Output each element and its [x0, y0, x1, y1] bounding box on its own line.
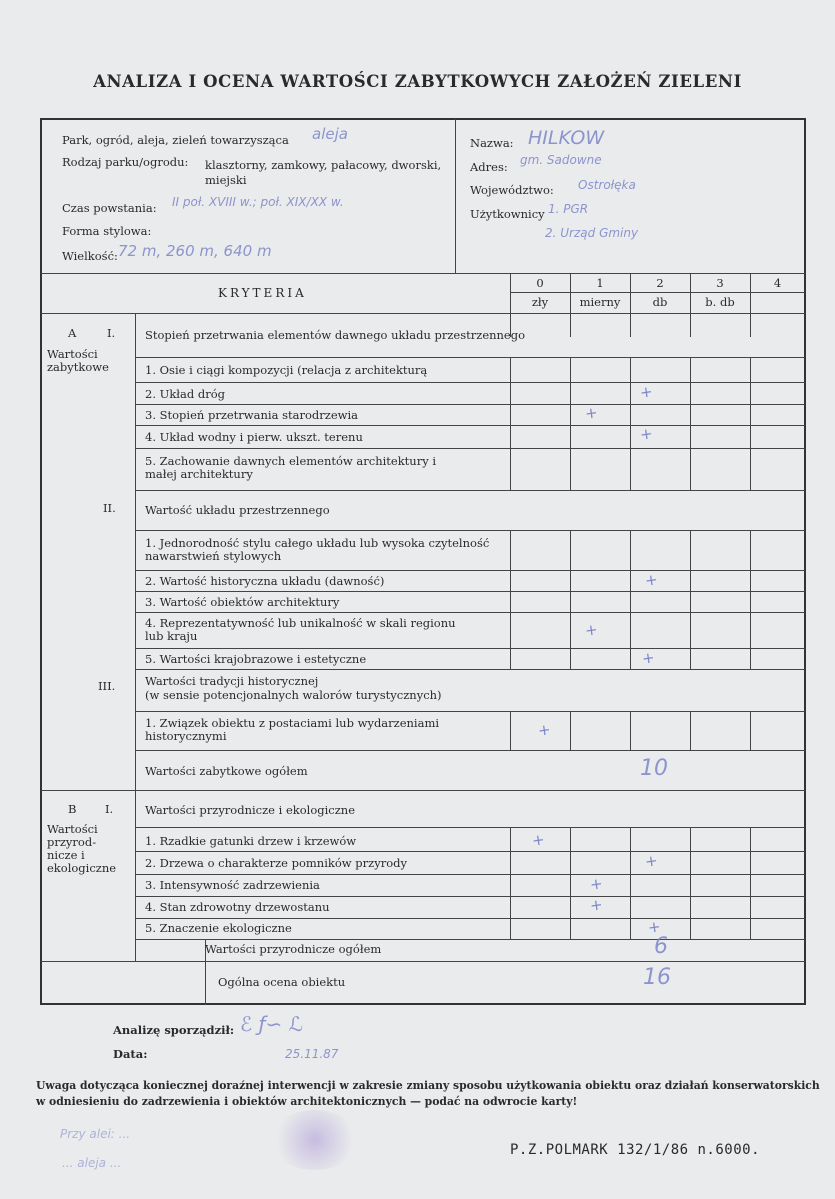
score-mark: +	[643, 570, 659, 590]
divider	[41, 961, 805, 962]
divider	[690, 827, 691, 939]
score-mark: +	[583, 403, 599, 423]
park-label: Park, ogród, aleja, zieleń towarzysząca	[62, 133, 289, 147]
divider	[750, 827, 751, 939]
divider	[135, 669, 805, 670]
total-value: 6	[654, 934, 668, 959]
score-mark: +	[583, 620, 599, 640]
score-mark: +	[643, 851, 659, 871]
uzytkownicy-label: Użytkownicy	[470, 207, 545, 221]
score-mark: +	[638, 424, 654, 444]
score-mark: +	[638, 382, 654, 402]
criterion-row: 5. Znaczenie ekologiczne	[145, 921, 292, 935]
page-title: ANALIZA I OCENA WARTOŚCI ZABYTKOWYCH ZAŁOŻEŃ ZIELENI	[93, 72, 742, 91]
divider	[690, 357, 691, 490]
handwritten-note: Przy alei: ...	[60, 1127, 131, 1141]
criteria-label: KRYTERIA	[218, 286, 307, 300]
section-b-letter: B	[68, 802, 77, 816]
divider	[630, 711, 631, 750]
score-header-num: 4	[773, 276, 782, 290]
forma-label: Forma stylowa:	[62, 224, 152, 238]
score-mark: +	[646, 917, 662, 937]
signature: ℰ ƒ∽ ℒ	[240, 1012, 304, 1036]
adres-value: gm. Sadowne	[520, 153, 602, 167]
wojewodztwo-label: Województwo:	[470, 183, 554, 197]
section-b-name: Wartości	[47, 822, 98, 836]
divider	[41, 790, 805, 791]
score-header-num: 3	[716, 276, 724, 290]
divider	[630, 357, 631, 490]
form-print-code: P.Z.POLMARK 132/1/86 n.6000.	[510, 1142, 761, 1158]
divider	[135, 591, 805, 592]
criterion-row: 3. Intensywność zadrzewienia	[145, 878, 320, 892]
score-mark: +	[536, 720, 552, 740]
uzytkownicy-value: 2. Urząd Gminy	[545, 226, 639, 240]
adres-label: Adres:	[470, 160, 508, 174]
divider	[570, 827, 571, 939]
czas-value: II poł. XVIII w.; poł. XIX/XX w.	[172, 195, 344, 209]
divider	[135, 425, 805, 426]
divider	[135, 570, 805, 571]
divider	[135, 382, 805, 383]
score-header-word: db	[652, 295, 668, 309]
date-value: 25.11.87	[285, 1047, 339, 1061]
divider	[690, 711, 691, 750]
score-header-num: 0	[536, 276, 544, 290]
overall-value: 16	[643, 965, 671, 990]
section-b-roman: I.	[105, 802, 114, 816]
divider	[510, 357, 511, 490]
stamp	[270, 1110, 360, 1170]
divider	[135, 530, 805, 531]
nazwa-value: HILKOW	[528, 127, 605, 149]
criterion-row: 5. Zachowanie dawnych elementów architektury i małej architektury	[145, 454, 437, 481]
divider	[750, 530, 751, 669]
divider	[135, 648, 805, 649]
overall-label: Ogólna ocena obiektu	[218, 975, 346, 989]
wielkosc-label: Wielkość:	[62, 249, 118, 263]
group-title: Wartość układu przestrzennego	[145, 503, 330, 517]
section-a-roman: III.	[98, 679, 116, 693]
section-b-name: nicze i	[47, 848, 85, 862]
criterion-row: 1. Osie i ciągi kompozycji (relacja z architekturą	[145, 363, 428, 377]
uzytkownicy-value: 1. PGR	[548, 202, 589, 216]
divider	[135, 711, 805, 712]
total-value: 10	[640, 756, 668, 781]
divider	[135, 448, 805, 449]
criterion-row: 3. Stopień przetrwania starodrzewia	[145, 408, 358, 422]
rodzaj-options: klasztorny, zamkowy, pałacowy, dworski,	[205, 158, 442, 172]
score-header-word: b. db	[705, 295, 735, 309]
rodzaj-options: miejski	[205, 173, 247, 187]
nazwa-label: Nazwa:	[470, 136, 514, 150]
park-value: aleja	[312, 125, 348, 143]
section-a-letter: A	[68, 326, 77, 340]
divider	[135, 612, 805, 613]
score-header-num: 1	[596, 276, 604, 290]
note: Uwaga dotycząca koniecznej doraźnej interwencji w zakresie zmiany sposobu użytkowania obiektu oraz działań konserwatorskich	[36, 1079, 820, 1092]
divider	[135, 827, 805, 828]
divider	[630, 827, 631, 939]
divider	[135, 404, 805, 405]
data-label: Data:	[113, 1047, 148, 1061]
criterion-row: 2. Drzewa o charakterze pomników przyrody	[145, 856, 407, 870]
criterion-row: 4. Stan zdrowotny drzewostanu	[145, 900, 330, 914]
divider	[750, 711, 751, 750]
divider	[135, 918, 805, 919]
score-mark: +	[588, 895, 604, 915]
wielkosc-value: 72 m, 260 m, 640 m	[118, 242, 272, 260]
section-b-name: ekologiczne	[47, 861, 117, 875]
criterion-row: 2. Układ dróg	[145, 387, 226, 401]
divider	[135, 313, 136, 961]
total-label: Wartości zabytkowe ogółem	[145, 764, 308, 778]
divider	[135, 490, 805, 491]
divider	[135, 357, 805, 358]
criterion-row: 1. Związek obiektu z postaciami lub wydarzeniami historycznymi	[145, 716, 440, 743]
score-mark: +	[530, 830, 546, 850]
rodzaj-label: Rodzaj parku/ogrodu:	[62, 155, 189, 169]
divider	[510, 292, 805, 293]
czas-label: Czas powstania:	[62, 201, 157, 215]
criterion-row: 5. Wartości krajobrazowe i estetyczne	[145, 652, 367, 666]
divider	[135, 851, 805, 852]
divider	[510, 711, 511, 750]
score-mark: +	[588, 874, 604, 894]
criterion-row: 1. Jednorodność stylu całego układu lub wysoka czytelność nawarstwień stylowych	[145, 536, 490, 563]
wojewodztwo-value: Ostrołęka	[578, 178, 636, 192]
divider	[135, 939, 805, 940]
total-label: Wartości przyrodnicze ogółem	[205, 942, 382, 956]
divider	[570, 711, 571, 750]
criterion-row: 3. Wartość obiektów architektury	[145, 595, 340, 609]
criterion-row: 4. Reprezentatywność lub unikalność w skali regionu lub kraju	[145, 616, 456, 643]
divider	[510, 530, 511, 669]
criterion-row: 1. Rzadkie gatunki drzew i krzewów	[145, 834, 357, 848]
section-a-name: zabytkowe	[47, 360, 109, 374]
score-mark: +	[640, 648, 656, 668]
divider	[135, 896, 805, 897]
divider	[510, 827, 511, 939]
score-header-word: zły	[531, 295, 549, 309]
divider	[690, 530, 691, 669]
section-a-roman: I.	[107, 326, 116, 340]
group-title: (w sensie potencjonalnych walorów turystycznych)	[145, 688, 442, 702]
divider	[135, 874, 805, 875]
group-title: Wartości przyrodnicze i ekologiczne	[145, 803, 356, 817]
analiza-label: Analizę sporządził:	[113, 1023, 235, 1037]
divider	[135, 750, 805, 751]
handwritten-note: ... aleja ...	[62, 1156, 122, 1170]
section-b-name: przyrod-	[47, 835, 97, 849]
group-title: Stopień przetrwania elementów dawnego układu przestrzennego	[145, 328, 526, 342]
divider	[570, 530, 571, 669]
divider	[630, 530, 631, 669]
section-a-name: Wartości	[47, 347, 98, 361]
divider	[570, 357, 571, 490]
note: w odniesieniu do zadrzewienia i obiektów architektonicznych — podać na odwrocie karty!	[36, 1095, 578, 1108]
group-title: Wartości tradycji historycznej	[145, 674, 319, 688]
criterion-row: 2. Wartość historyczna układu (dawność)	[145, 574, 385, 588]
section-a-roman: II.	[103, 501, 116, 515]
score-header-word: mierny	[579, 295, 621, 309]
divider	[455, 119, 456, 273]
divider	[750, 357, 751, 490]
criterion-row: 4. Układ wodny i pierw. ukszt. terenu	[145, 430, 363, 444]
score-header-num: 2	[656, 276, 664, 290]
